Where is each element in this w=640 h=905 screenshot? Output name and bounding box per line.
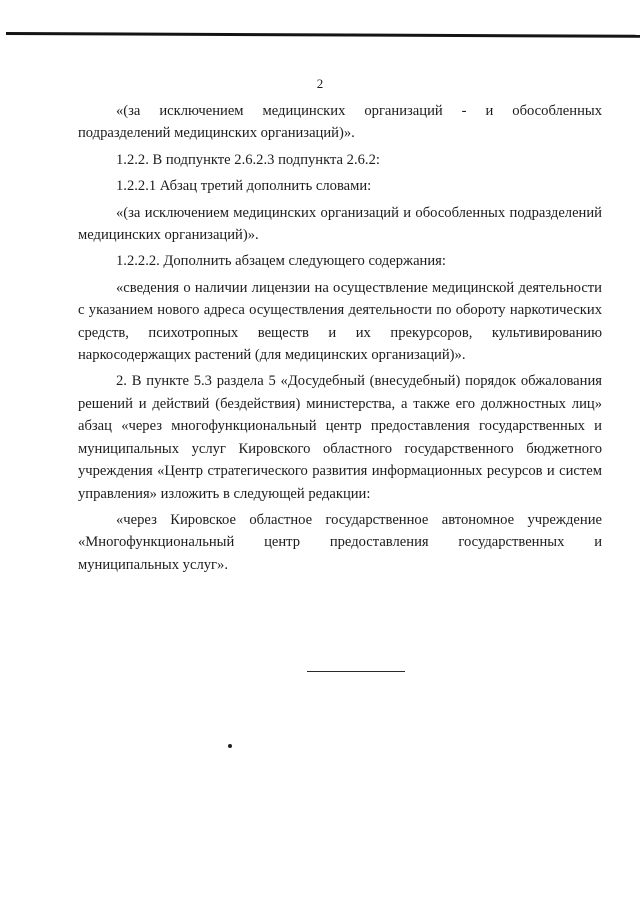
top-border-line	[6, 32, 640, 38]
paragraph-item-2: 2. В пункте 5.3 раздела 5 «Досудебный (внесудебный) порядок обжалования решений и действий (бездействия) министерства, а также его должностных лиц» абзац «через многофункциональный центр предоставления государственных и муниципальных услуг Кировского областного государственного бюджетного учреждения «Центр стратегического развития информационных ресурсов и систем управления» изложить в следующей редакции:	[78, 373, 602, 502]
document-body	[78, 100, 602, 580]
paragraph-license-info: «сведения о наличии лицензии на осуществление медицинской деятельности с указанием нового адреса осуществления деятельности по обороту наркотических средств, психотропных веществ и их прекурсоров, культивированию наркосодержащих растений (для медицинских организаций)».	[78, 279, 602, 364]
paragraph-1-2-2-2: 1.2.2.2. Дополнить абзацем следующего содержания:	[116, 253, 446, 270]
closing-rule	[307, 671, 405, 672]
paragraph-1-2-2-1: 1.2.2.1 Абзац третий дополнить словами:	[116, 178, 372, 195]
paragraph-exclusion-2: «(за исключением медицинских организаций и обособленных подразделений медицинских организаций)».	[78, 204, 602, 244]
paragraph-1-2-2: 1.2.2. В подпункте 2.6.2.3 подпункта 2.6.2:	[116, 151, 380, 168]
paragraph-new-wording: «через Кировское областное государственное автономное учреждение «Многофункциональный центр предоставления государственных и муниципальных услуг».	[78, 511, 602, 573]
scan-speck	[228, 744, 232, 748]
paragraph-exclusion-1: «(за исключением медицинских организаций - и обособленных подразделений медицинских организаций)».	[78, 103, 602, 142]
page-number: 2	[316, 76, 324, 91]
